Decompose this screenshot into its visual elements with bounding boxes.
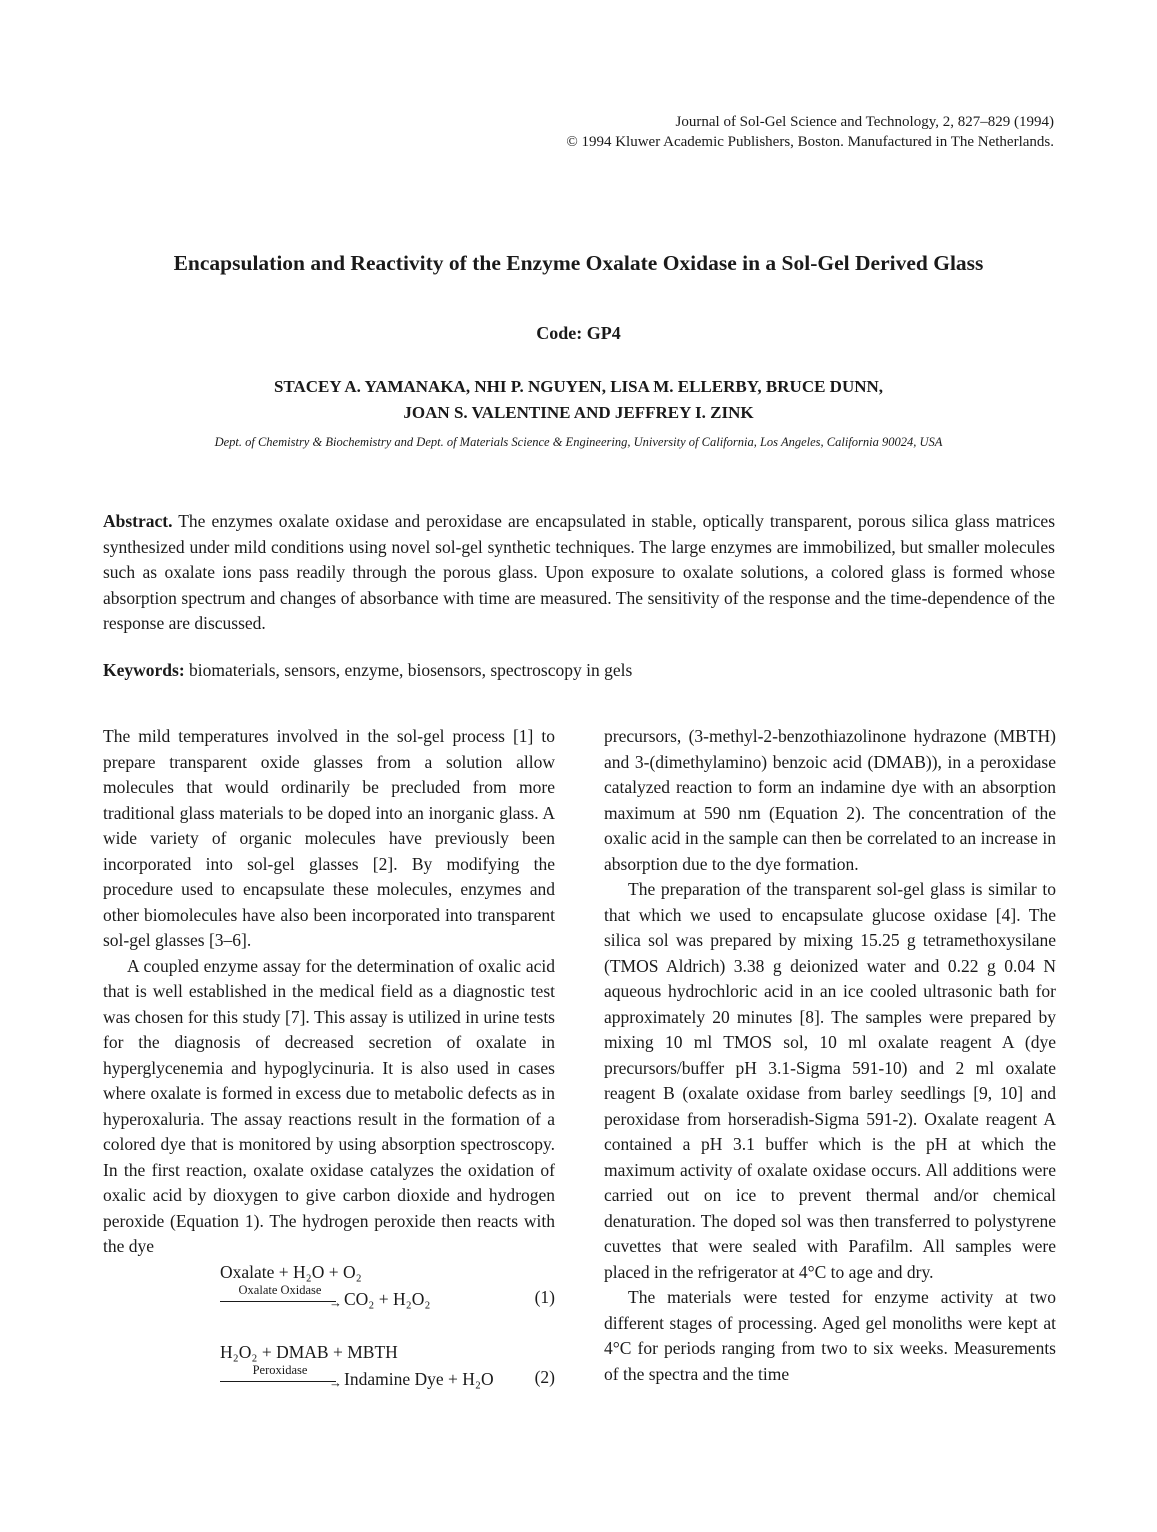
eq1-reaction-arrow	[220, 1282, 342, 1310]
arrow-shaft	[220, 1381, 336, 1382]
equation-1	[103, 1260, 555, 1322]
keywords	[103, 660, 1055, 681]
paper-title: Encapsulation and Reactivity of the Enzyme Oxalate Oxidase in a Sol-Gel Derived Glass	[173, 251, 984, 275]
eq1-enzyme-label: Oxalate Oxidase	[238, 1282, 322, 1297]
authors-line-1: STACEY A. YAMANAKA, NHI P. NGUYEN, LISA M. ELLERBY, BRUCE DUNN,	[273, 377, 884, 396]
preparation-paragraph: The preparation of the transparent sol-gel glass is similar to that which we used to encapsulate glucose oxidase [4]. The silica sol was prepared by mixing 15.25 g tetramethoxysilane (TMOS Aldrich) 3.38 g deionized water and 0.22 g 0.04 N aqueous hydrochloric acid in an ice cooled ultrasonic bath for approximately 20 minutes [8]. The samples were prepared by mixing 10 ml TMOS sol, 10 ml oxalate reagent A (dye precursors/buffer pH 3.1-Sigma 591-10) and 2 ml oxalate reagent B (oxalate oxidase from barley seedlings [9, 10] and peroxidase from horseradish-Sigma 591-2). Oxalate reagent A contained a pH 3.1 buffer which is the pH at which the maximum activity of oxalate oxidase occurs. All additions were carried out on ice to prevent thermal and/or chemical denaturation. The doped sol was then transferred to polystyrene cuvettes that were sealed with Parafilm. All samples were placed in the refrigerator at 4°C to age and dry.	[604, 879, 1056, 1282]
assay-paragraph: A coupled enzyme assay for the determination of oxalic acid that is well established in the medical field as a diagnostic test was chosen for this study [7]. This assay is utilized in urine tests for the diagnosis of decreased secretion of oxalate in hyperglycenemia and hypoglycinuria. It is also used in cases where oxalate is formed in excess due to metabolic defects as in hyperoxaluria. The assay reactions result in the formation of a colored dye that is monitored by using absorption spectroscopy. In the first reaction, oxalate oxidase catalyzes the oxidation of oxalic acid by dioxygen to give carbon dioxide and hydrogen peroxide (Equation 1). The hydrogen peroxide then reacts with the dye	[103, 955, 555, 1256]
author-list	[0, 374, 1157, 426]
authors-line-2: JOAN S. VALENTINE AND JEFFREY I. ZINK	[403, 403, 754, 422]
abstract-text: The enzymes oxalate oxidase and peroxidase are encapsulated in stable, optically transparent, porous silica glass matrices synthesized under mild conditions using novel sol-gel synthetic techniques. The large enzymes are immobilized, but smaller molecules such as oxalate ions pass readily through the porous glass. Upon exposure to oxalate solutions, a colored glass is formed whose absorption spectrum and changes of absorbance with time are measured. The sensitivity of the response and the time-dependence of the response are discussed.	[103, 511, 1056, 633]
arrow-head-icon: →	[329, 1294, 342, 1310]
left-column	[103, 724, 555, 1402]
eq2-reaction-line	[220, 1362, 494, 1393]
intro-paragraph: The mild temperatures involved in the sol-gel process [1] to prepare transparent oxide glasses from a solution allow molecules that would ordinarily be precluded from more traditional glass materials to be doped into an inorganic glass. A wide variety of organic molecules have previously been incorporated into sol-gel glasses [2]. By modifying the procedure used to encapsulate these molecules, enzymes and other biomolecules have also been incorporated into transparent sol-gel glasses [3–6].	[103, 726, 555, 950]
abstract	[103, 509, 1055, 637]
eq1-reaction-line	[220, 1282, 431, 1313]
eq1-number: (1)	[534, 1286, 555, 1307]
eq2-products: Indamine Dye + H₂O	[344, 1368, 494, 1389]
journal-line-2: © 1994 Kluwer Academic Publishers, Boston. Manufactured in The Netherlands.	[566, 134, 1054, 150]
eq2-reactants: H₂O₂ + DMAB + MBTH	[220, 1341, 398, 1362]
journal-citation	[566, 112, 1054, 152]
keywords-label: Keywords:	[103, 660, 185, 680]
method-paragraph: precursors, (3-methyl-2-benzothiazolinone hydrazone (MBTH) and 3-(dimethylamino) benzoic acid (DMAB)), in a peroxidase catalyzed reaction to form an indamine dye with an absorption maximum at 590 nm (Equation 2). The concentration of the oxalic acid in the sample can then be correlated to an increase in absorption due to the dye formation.	[604, 726, 1056, 874]
eq2-number: (2)	[534, 1366, 555, 1387]
arrow-head-icon: →	[329, 1374, 342, 1390]
affiliation: Dept. of Chemistry & Biochemistry and Dept. of Materials Science & Engineering, University of California, Los Angeles, California 90024, USA	[214, 435, 943, 449]
testing-paragraph: The materials were tested for enzyme activity at two different stages of processing. Aged gel monoliths were kept at 4°C for periods ranging from two to six weeks. Measurements of the spectra and the time	[604, 1287, 1056, 1384]
keywords-text: biomaterials, sensors, enzyme, biosensors, spectroscopy in gels	[189, 660, 633, 680]
abstract-label: Abstract.	[103, 511, 173, 531]
eq1-products: CO₂ + H₂O₂	[344, 1288, 431, 1309]
eq2-enzyme-label: Peroxidase	[252, 1362, 308, 1377]
eq2-reaction-arrow	[220, 1362, 342, 1390]
eq1-reactants: Oxalate + H₂O + O₂	[220, 1261, 362, 1282]
right-column	[604, 724, 1056, 1387]
arrow-shaft	[220, 1301, 336, 1302]
paper-code: Code: GP4	[536, 323, 621, 343]
equation-2	[103, 1340, 555, 1402]
journal-line-1: Journal of Sol-Gel Science and Technology, 2, 827–829 (1994)	[675, 114, 1054, 130]
